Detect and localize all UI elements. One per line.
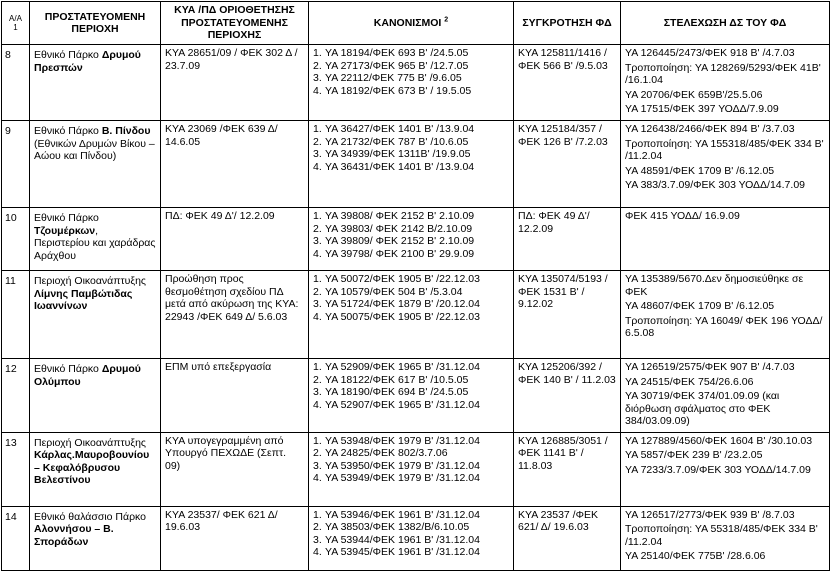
list-item: 2. ΥΑ 21732/ΦΕΚ 787 Β' /10.6.05 xyxy=(313,135,469,148)
row-number: 10 xyxy=(2,208,30,271)
fd-cell: ΚΥΑ 125184/357 /ΦΕΚ 126 Β' /7.2.03 xyxy=(514,121,621,208)
regulations-cell xyxy=(309,121,514,208)
table-row xyxy=(2,208,830,271)
list-item: 4. ΥΑ 52907/ΦΕΚ 1965 Β' /31.12.04 xyxy=(313,398,480,411)
table-row xyxy=(2,121,830,208)
kya-cell: ΚΥΑ 23537/ ΦΕΚ 621 Δ/ 19.6.03 xyxy=(161,506,309,570)
row-number: 12 xyxy=(2,359,30,433)
regulations-cell xyxy=(309,208,514,271)
kya-cell: ΚΥΑ 28651/09 / ΦΕΚ 302 Δ / 23.7.09 xyxy=(161,45,309,121)
regulations-cell xyxy=(309,271,514,359)
list-item: 2. ΥΑ 10579/ΦΕΚ 504 Β' /5.3.04 xyxy=(313,285,463,298)
list-item: 3. ΥΑ 53944/ΦΕΚ 1961 Β' /31.12.04 xyxy=(313,533,480,546)
list-item: 3. ΥΑ 18190/ΦΕΚ 694 Β' /24.5.05 xyxy=(313,386,469,398)
staff-cell: ΥΑ 135389/5670.Δεν δημοσιεύθηκε σε ΦΕΚ ΥΑ 48607/ΦΕΚ 1709 Β' /6.12.05 Τροποποίηση: ΥΑ 16049/ ΦΕΚ 196 ΥΟΔΔ/ 6.5.08 xyxy=(621,271,830,359)
regulations-cell xyxy=(309,432,514,506)
row-number: 8 xyxy=(2,45,30,121)
list-item: 4. ΥΑ 53949/ΦΕΚ 1979 Β' /31.12.04 xyxy=(313,472,480,484)
regulations-cell xyxy=(309,45,514,121)
staff-cell: ΥΑ 126517/2773/ΦΕΚ 939 Β' /8.7.03 Τροποποίηση: ΥΑ 55318/485/ΦΕΚ 334 Β' /11.2.04 ΥΑ 25140/ΦΕΚ 775Β' /28.6.06 xyxy=(621,506,830,570)
fd-cell: ΚΥΑ 135074/5193 /ΦΕΚ 1531 Β' / 9.12.02 xyxy=(514,271,621,359)
header-row xyxy=(2,2,830,45)
list-item: 3. ΥΑ 22112/ΦΕΚ 775 Β' /9.6.05 xyxy=(313,72,462,84)
fd-cell: ΚΥΑ 125811/1416 /ΦΕΚ 566 Β' /9.5.03 xyxy=(514,45,621,121)
kya-cell: Προώθηση προς θεσμοθέτηση σχεδίου ΠΔ μετά από ακύρωση της ΚΥΑ: 22943 /ΦΕΚ 649 Δ/ 5.6.03 xyxy=(161,271,309,359)
header-regulations: ΚΑΝΟΝΙΣΜΟΙ $^2$ xyxy=(309,2,514,45)
fd-cell: ΚΥΑ 125206/392 /ΦΕΚ 140 Β' / 11.2.03 xyxy=(514,359,621,433)
staff-cell: ΦΕΚ 415 ΥΟΔΔ/ 16.9.09 xyxy=(621,208,830,271)
row-number: 14 xyxy=(2,506,30,570)
protected-areas-table xyxy=(1,1,830,571)
list-item: 4. ΥΑ 36431/ΦΕΚ 1401 Β' /13.9.04 xyxy=(313,160,475,173)
list-item: 1. ΥΑ 36427/ΦΕΚ 1401 Β' /13.9.04 xyxy=(313,123,475,135)
list-item: 3. ΥΑ 34939/ΦΕΚ 1311Β' /19.9.05 xyxy=(313,148,471,160)
staff-cell: ΥΑ 126519/2575/ΦΕΚ 907 Β' /4.7.03 ΥΑ 24515/ΦΕΚ 754/26.6.06 ΥΑ 30719/ΦΕΚ 374/01.09.09 (και διόρθωση σφάλματος στο ΦΕΚ 384/03.09.09) xyxy=(621,359,830,433)
fd-cell: ΚΥΑ 126885/3051 /ΦΕΚ 1141 Β' / 11.8.03 xyxy=(514,432,621,506)
list-item: 4. ΥΑ 39798/ ΦΕΚ 2100 Β' 29.9.09 xyxy=(313,247,475,260)
table-row xyxy=(2,271,830,359)
list-item: 1. ΥΑ 53948/ΦΕΚ 1979 Β' /31.12.04 xyxy=(313,434,480,447)
regulations-cell xyxy=(309,359,514,433)
table-row xyxy=(2,359,830,433)
list-item: 3. ΥΑ 51724/ΦΕΚ 1879 Β' /20.12.04 xyxy=(313,298,480,310)
list-item: 1. ΥΑ 18194/ΦΕΚ 693 Β' /24.5.05 xyxy=(313,47,469,59)
list-item: 3. ΥΑ 53950/ΦΕΚ 1979 Β' /31.12.04 xyxy=(313,459,480,472)
table-row xyxy=(2,45,830,121)
area-name: Εθνικό θαλάσσιο Πάρκο Αλοννήσου – Β. Σποράδων xyxy=(30,506,161,570)
kya-cell: ΕΠΜ υπό επεξεργασία xyxy=(161,359,309,433)
row-number: 9 xyxy=(2,121,30,208)
list-item: 1. ΥΑ 50072/ΦΕΚ 1905 Β' /22.12.03 xyxy=(313,273,480,285)
header-kya: ΚΥΑ /ΠΔ ΟΡΙΟΘΕΤΗΣΗΣ ΠΡΟΣΤΑΤΕΥΟΜΕΝΗΣ ΠΕΡΙΟΧΗΣ xyxy=(161,2,309,45)
staff-cell: ΥΑ 126438/2466/ΦΕΚ 894 Β' /3.7.03 Τροποποίηση: ΥΑ 155318/485/ΦΕΚ 334 Β' /11.2.04 ΥΑ 48591/ΦΕΚ 1709 Β' /6.12.05 ΥΑ 383/3.7.09/ΦΕΚ 303 ΥΟΔΔ/14.7.09 xyxy=(621,121,830,208)
list-item: 1. ΥΑ 39808/ ΦΕΚ 2152 Β' 2.10.09 xyxy=(313,210,475,222)
kya-cell: ΠΔ: ΦΕΚ 49 Δ'/ 12.2.09 xyxy=(161,208,309,271)
list-item: 2. ΥΑ 24825/ΦΕΚ 802/3.7.06 xyxy=(313,447,448,459)
list-item: 4. ΥΑ 50075/ΦΕΚ 1905 Β' /22.12.03 xyxy=(313,310,480,323)
area-name: Εθνικό Πάρκο Τζουμέρκων, Περιστερίου και χαράδρας Αράχθου xyxy=(30,208,161,271)
list-item: 2. ΥΑ 39803/ ΦΕΚ 2142 Β/2.10.09 xyxy=(313,222,473,235)
header-aa: Α/Α 1 xyxy=(2,2,30,45)
row-number: 11 xyxy=(2,271,30,359)
regulations-cell xyxy=(309,506,514,570)
list-item: 2. ΥΑ 38503/ΦΕΚ 1382/Β/6.10.05 xyxy=(313,521,470,533)
list-item: 1. ΥΑ 53946/ΦΕΚ 1961 Β' /31.12.04 xyxy=(313,508,480,521)
kya-cell: ΚΥΑ υπογεγραμμένη από Υπουργό ΠΕΧΩΔΕ (Σεπτ. 09) xyxy=(161,432,309,506)
table-row xyxy=(2,506,830,570)
staff-cell: ΥΑ 126445/2473/ΦΕΚ 918 Β' /4.7.03 Τροποποίηση: ΥΑ 128269/5293/ΦΕΚ 41Β' /16.1.04 ΥΑ 20706/ΦΕΚ 659Β'/25.5.06 ΥΑ 17515/ΦΕΚ 397 ΥΟΔΔ/7.9.09 xyxy=(621,45,830,121)
area-name: Περιοχή Οικοανάπτυξης Κάρλας.Μαυροβουνίου – Κεφαλόβρυσου Βελεστίνου xyxy=(30,432,161,506)
area-name: Εθνικό Πάρκο Β. Πίνδου (Εθνικών Δρυμών Βίκου – Αώου και Πίνδου) xyxy=(30,121,161,208)
area-name: Εθνικό Πάρκο Δρυμού Πρεσπών xyxy=(30,45,161,121)
list-item: 4. ΥΑ 18192/ΦΕΚ 673 Β' / 19.5.05 xyxy=(313,84,472,97)
fd-cell: ΚΥΑ 23537 /ΦΕΚ 621/ Δ/ 19.6.03 xyxy=(514,506,621,570)
list-item: 3. ΥΑ 39809/ ΦΕΚ 2152 Β' 2.10.09 xyxy=(313,235,475,247)
list-item: 2. ΥΑ 27173/ΦΕΚ 965 Β' /12.7.05 xyxy=(313,59,469,72)
list-item: 4. ΥΑ 53945/ΦΕΚ 1961 Β' /31.12.04 xyxy=(313,546,480,558)
staff-cell: ΥΑ 127889/4560/ΦΕΚ 1604 Β' /30.10.03 ΥΑ 5857/ΦΕΚ 239 Β' /23.2.05 ΥΑ 7233/3.7.09/ΦΕΚ 303 ΥΟΔΔ/14.7.09 xyxy=(621,432,830,506)
header-fd: ΣΥΓΚΡΟΤΗΣΗ ΦΔ xyxy=(514,2,621,45)
header-staff: ΣΤΕΛΕΧΩΣΗ ΔΣ ΤΟΥ ΦΔ xyxy=(621,2,830,45)
area-name: Περιοχή Οικοανάπτυξης Λίμνης Παμβώτιδας Ιωαννίνων xyxy=(30,271,161,359)
table-row xyxy=(2,432,830,506)
list-item: 2. ΥΑ 18122/ΦΕΚ 617 Β' /10.5.05 xyxy=(313,373,469,386)
area-name: Εθνικό Πάρκο Δρυμού Ολύμπου xyxy=(30,359,161,433)
header-area: ΠΡΟΣΤΑΤΕΥΟΜΕΝΗ ΠΕΡΙΟΧΗ xyxy=(30,2,161,45)
fd-cell: ΠΔ: ΦΕΚ 49 Δ'/ 12.2.09 xyxy=(514,208,621,271)
list-item: 1. ΥΑ 52909/ΦΕΚ 1965 Β' /31.12.04 xyxy=(313,361,480,373)
kya-cell: ΚΥΑ 23069 /ΦΕΚ 639 Δ/ 14.6.05 xyxy=(161,121,309,208)
row-number: 13 xyxy=(2,432,30,506)
